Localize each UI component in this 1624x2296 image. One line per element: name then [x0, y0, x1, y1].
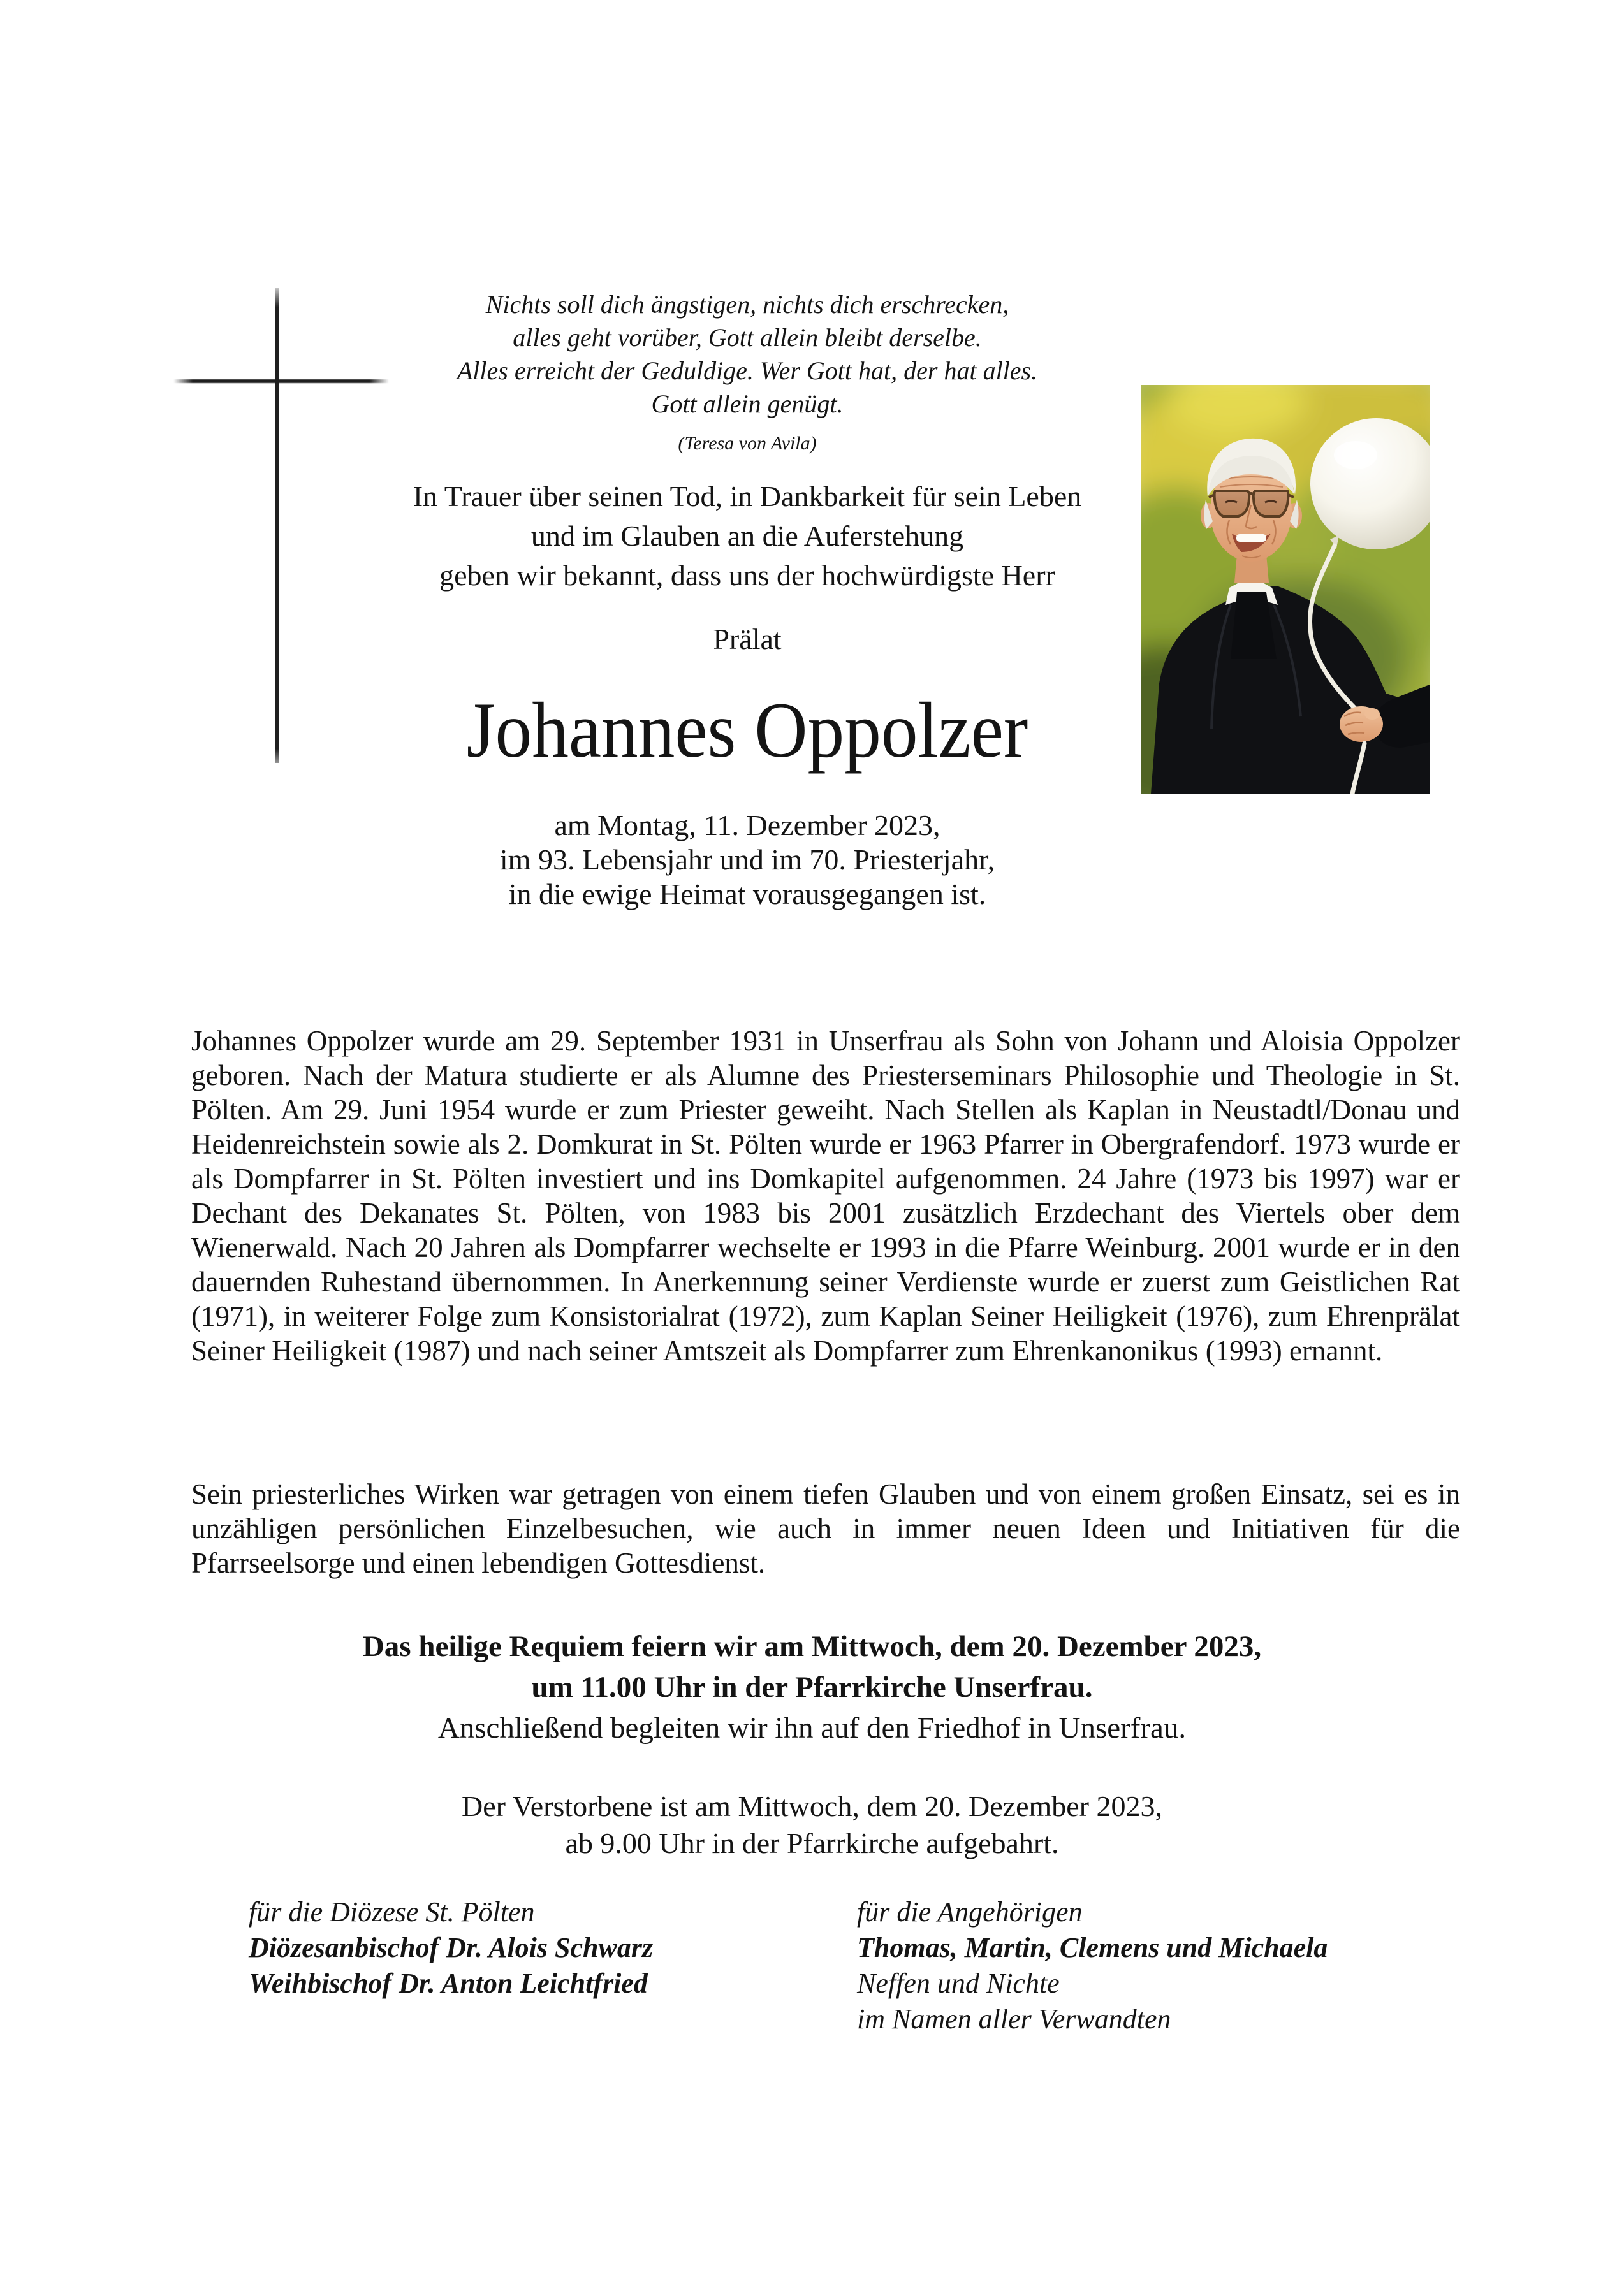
signature-family — [857, 1894, 1328, 2037]
laying-out-line: ab 9.00 Uhr in der Pfarrkirche aufgebahrt. — [565, 1827, 1059, 1859]
signature-role: für die Angehörigen — [857, 1896, 1083, 1928]
quote-line: Gott allein genügt. — [651, 389, 844, 418]
signature-role: für die Diözese St. Pölten — [249, 1896, 535, 1928]
quote-attribution: (Teresa von Avila) — [678, 433, 817, 454]
death-info — [0, 808, 1495, 912]
announcement-line: und im Glauben an die Auferstehung — [530, 520, 964, 552]
quote-line: alles geht vorüber, Gott allein bleibt derselbe. — [513, 323, 982, 352]
signature-name: Diözesanbischof Dr. Alois Schwarz — [249, 1932, 654, 1963]
requiem-announcement — [0, 1626, 1624, 1748]
hand — [1340, 706, 1383, 742]
signature-name: Weihbischof Dr. Anton Leichtfried — [249, 1968, 648, 1999]
deceased-name: Johannes Oppolzer — [466, 687, 1028, 774]
announcement-line: In Trauer über seinen Tod, in Dankbarkeit für sein Leben — [413, 480, 1082, 512]
biography-paragraph: Johannes Oppolzer wurde am 29. September 1931 in Unserfrau als Sohn von Johann und Aloisia Oppolzer geboren. Nach der Matura studierte er als Alumne des Priesterseminars Philosophie und Theologie in St. Pölten. Am 29. Juni 1954 wurde er zum Priester geweiht. Nach Stellen als Kaplan in Neustadtl/Donau und Heidenreichstein sowie als 2. Domkurat in St. Pölten wurde er 1963 Pfarrer in Obergrafendorf. 1973 wurde er als Dompfarrer in St. Pölten investiert und ins Domkapitel aufgenommen. 24 Jahre (1973 bis 1997) war er Dechant des Dekanates St. Pölten, von 1983 bis 2001 zusätzlich Erzdechant des Viertels ober dem Wienerwald. Nach 20 Jahren als Dompfarrer wechselte er 1993 in die Pfarre Weinburg. 2001 wurde er in den dauernden Ruhestand übernommen. In Anerkennung seiner Verdienste wurde er zuerst zum Geistlichen Rat (1971), in weiterer Folge zum Konsistorialrat (1972), zum Kaplan Seiner Heiligkeit (1976), zum Ehrenprälat Seiner Heiligkeit (1987) und nach seiner Amtszeit als Dompfarrer zum Ehrenkanonikus (1993) ernannt. — [191, 1025, 1460, 1367]
title-prefix: Prälat — [713, 623, 782, 655]
biography-paragraph: Sein priesterliches Wirken war getragen von einem tiefen Glauben und von einem großen Einsatz, sei es in unzähligen persönlichen Einzelbesuchen, wie auch in immer neuen Ideen und Initiativen für die Pfarrseelsorge und einen lebendigen Gottesdienst. — [191, 1478, 1460, 1579]
quote-line: Alles erreicht der Geduldige. Wer Gott hat, der hat alles. — [457, 356, 1038, 385]
signature-relation: Neffen und Nichte — [857, 1968, 1060, 1999]
death-info-line: am Montag, 11. Dezember 2023, — [554, 809, 940, 841]
portrait-photo — [1141, 385, 1430, 794]
laying-out-line: Der Verstorbene ist am Mittwoch, dem 20. Dezember 2023, — [461, 1790, 1163, 1822]
quote-line: Nichts soll dich ängstigen, nichts dich erschrecken, — [485, 290, 1009, 319]
death-info-line: im 93. Lebensjahr und im 70. Priesterjahr, — [499, 843, 995, 876]
requiem-line: Anschließend begleiten wir ihn auf den Friedhof in Unserfrau. — [437, 1711, 1187, 1745]
death-info-line: in die ewige Heimat vorausgegangen ist. — [508, 878, 986, 910]
announcement-line: geben wir bekannt, dass uns der hochwürdigste Herr — [439, 559, 1055, 592]
signature-diocese — [249, 1894, 653, 2002]
requiem-line: Das heilige Requiem feiern wir am Mittwoch, dem 20. Dezember 2023, — [362, 1630, 1262, 1663]
laying-out-announcement — [0, 1788, 1624, 1862]
signature-closing: im Namen aller Verwandten — [857, 2003, 1171, 2035]
requiem-line: um 11.00 Uhr in der Pfarrkirche Unserfrau. — [531, 1671, 1093, 1704]
signature-name: Thomas, Martin, Clemens und Michaela — [857, 1932, 1328, 1963]
